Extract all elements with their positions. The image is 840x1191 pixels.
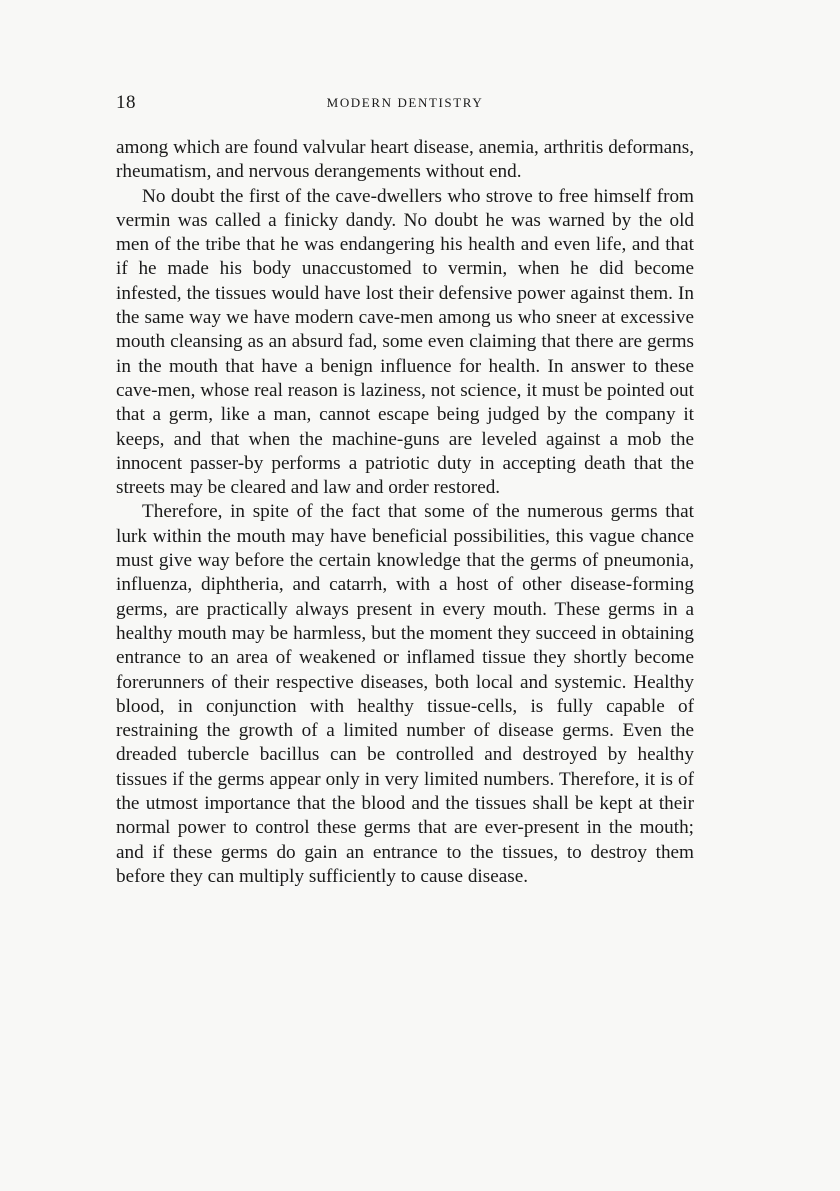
page-number: 18 <box>116 92 136 113</box>
paragraph-germs: Therefore, in spite of the fact that some of the numerous germs that lurk within the mouth may have beneficial possibilities, this vague chance must give way before the certain knowledge that the germs of pneumonia, influenza, diphtheria, and catarrh, with a host of other disease-forming germs, are practically always present in every mouth. These germs in a healthy mouth may be harmless, but the moment they succeed in obtaining entrance to an area of weakened or inflamed tissue they shortly become forerunners of their respective diseases, both local and systemic. Healthy blood, in conjunction with healthy tissue-cells, is fully capable of restraining the growth of a limited number of disease germs. Even the dreaded tubercle bacillus can be controlled and destroyed by healthy tissues if the germs appear only in very limited numbers. Therefore, it is of the utmost importance that the blood and the tissues shall be kept at their normal power to control these germs that are ever-present in the mouth; and if these germs do gain an entrance to the tissues, to destroy them before they can multiply sufficiently to cause disease. <box>116 501 694 887</box>
paragraph-cave-dwellers: No doubt the first of the cave-dwellers who strove to free himself from vermin was called a finicky dandy. No doubt he was warned by the old men of the tribe that he was endangering his health and even life, and that if he made his body unaccustomed to vermin, when he did become infested, the tissues would have lost their defensive power against them. In the same way we have modern cave-men among us who sneer at excessive mouth cleansing as an absurd fad, some even claiming that there are germs in the mouth that have a benign influence for health. In answer to these cave-men, whose real reason is laziness, not science, it must be pointed out that a germ, like a man, cannot escape being judged by the company it keeps, and that when the machine-guns are leveled against a mob the innocent passer-by performs a patriotic duty in accepting death that the streets may be cleared and law and order restored. <box>116 185 694 499</box>
body-text <box>116 136 694 889</box>
page-header <box>116 92 694 116</box>
paragraph-continued: among which are found valvular heart disease, anemia, arthritis deformans, rheumatism, and nervous derangements without end. <box>116 137 694 183</box>
running-title: MODERN DENTISTRY <box>326 95 484 110</box>
